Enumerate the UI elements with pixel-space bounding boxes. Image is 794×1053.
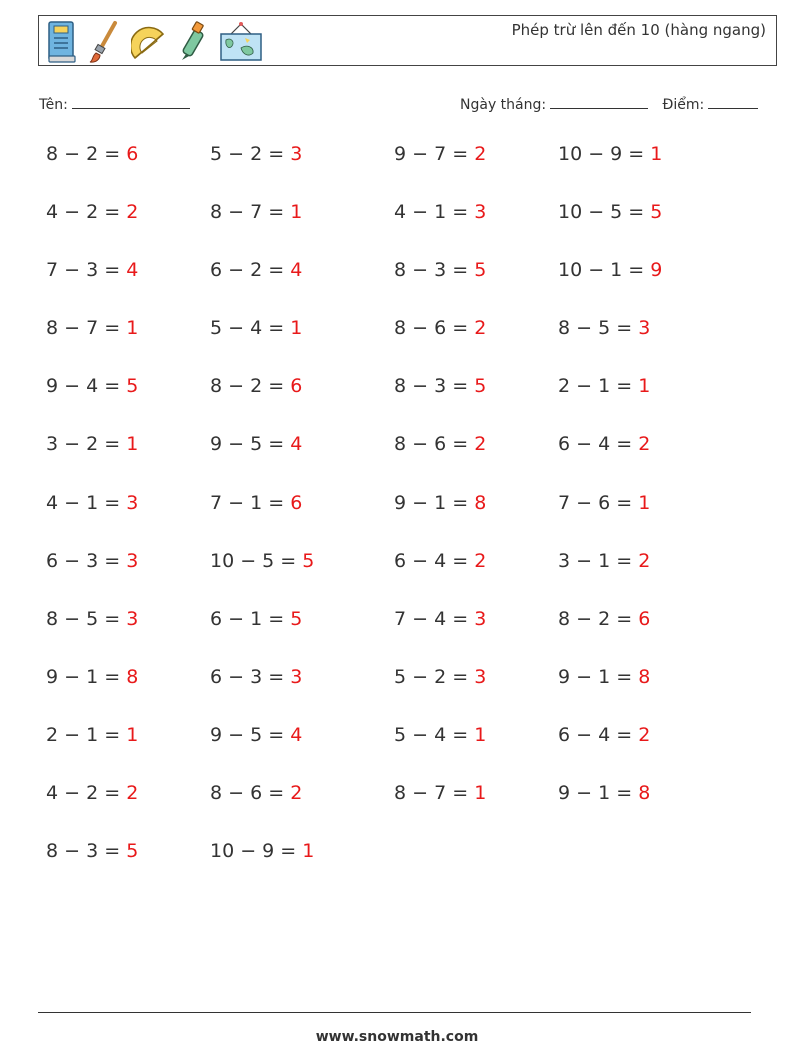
problem-question: 10 − 5 = <box>210 549 297 572</box>
problem-cell <box>394 201 486 223</box>
problem-answer: 6 <box>290 491 303 514</box>
problem-answer: 2 <box>474 433 487 456</box>
problem-row <box>46 492 766 550</box>
problem-answer: 3 <box>126 491 139 514</box>
problem-cell <box>210 550 314 572</box>
problem-question: 6 − 3 = <box>210 665 285 688</box>
problem-answer: 4 <box>290 433 303 456</box>
problem-cell <box>210 317 302 339</box>
problem-answer: 2 <box>638 723 651 746</box>
problem-answer: 1 <box>126 723 139 746</box>
problem-answer: 3 <box>474 665 487 688</box>
problem-question: 3 − 1 = <box>558 549 633 572</box>
problem-cell <box>558 550 650 572</box>
problem-question: 8 − 3 = <box>394 259 469 282</box>
problem-question: 9 − 1 = <box>46 665 121 688</box>
problem-question: 6 − 4 = <box>394 549 469 572</box>
problem-answer: 4 <box>126 259 139 282</box>
problem-answer: 8 <box>638 665 651 688</box>
problem-question: 9 − 5 = <box>210 433 285 456</box>
problem-question: 8 − 7 = <box>210 201 285 224</box>
problem-question: 9 − 7 = <box>394 143 469 165</box>
problem-cell <box>558 666 650 688</box>
date-blank[interactable] <box>550 94 648 109</box>
problem-row <box>46 666 766 724</box>
problem-cell <box>46 201 138 223</box>
problem-answer: 5 <box>126 375 139 398</box>
problem-cell <box>46 840 138 862</box>
problem-cell <box>558 201 662 223</box>
problem-answer: 1 <box>638 375 651 398</box>
problem-row <box>46 143 766 201</box>
problem-answer: 8 <box>126 665 139 688</box>
problem-question: 8 − 2 = <box>210 375 285 398</box>
problem-question: 7 − 1 = <box>210 491 285 514</box>
problem-question: 7 − 3 = <box>46 259 121 282</box>
problem-cell <box>394 666 486 688</box>
problem-question: 4 − 1 = <box>394 201 469 224</box>
problem-question: 7 − 6 = <box>558 491 633 514</box>
problem-cell <box>210 492 302 514</box>
problem-question: 2 − 1 = <box>46 723 121 746</box>
problem-cell <box>210 724 302 746</box>
problem-answer: 2 <box>290 782 303 805</box>
problem-cell <box>558 608 650 630</box>
footer-url: www.snowmath.com <box>315 1029 479 1045</box>
name-field <box>39 94 190 113</box>
problem-answer: 6 <box>638 607 651 630</box>
problem-cell <box>558 317 650 339</box>
problem-answer: 1 <box>302 840 315 863</box>
problem-question: 8 − 2 = <box>558 607 633 630</box>
problem-cell <box>558 375 650 397</box>
problem-cell <box>394 550 486 572</box>
problem-cell <box>46 782 138 804</box>
problem-question: 8 − 6 = <box>394 433 469 456</box>
problem-question: 9 − 1 = <box>394 491 469 514</box>
problem-question: 8 − 5 = <box>46 607 121 630</box>
problem-cell <box>394 782 486 804</box>
problem-row <box>46 550 766 608</box>
problem-answer: 1 <box>474 782 487 805</box>
problem-question: 6 − 3 = <box>46 549 121 572</box>
problem-cell <box>210 259 302 281</box>
score-blank[interactable] <box>708 94 758 109</box>
highlighter-icon <box>179 20 209 64</box>
problem-question: 8 − 5 = <box>558 317 633 340</box>
problem-answer: 5 <box>126 840 139 863</box>
date-score-field <box>460 94 758 113</box>
paintbrush-icon <box>87 20 121 64</box>
problem-grid <box>46 143 766 898</box>
problem-answer: 6 <box>126 143 139 165</box>
problem-answer: 3 <box>290 143 303 165</box>
problem-row <box>46 724 766 782</box>
problem-cell <box>210 608 302 630</box>
problem-question: 10 − 5 = <box>558 201 645 224</box>
problem-cell <box>210 375 302 397</box>
problem-answer: 3 <box>126 549 139 572</box>
problem-cell <box>46 724 138 746</box>
problem-row <box>46 840 766 898</box>
problem-answer: 1 <box>290 201 303 224</box>
problem-row <box>46 317 766 375</box>
problem-answer: 1 <box>126 317 139 340</box>
problem-cell <box>46 375 138 397</box>
problem-question: 2 − 1 = <box>558 375 633 398</box>
problem-cell <box>558 492 650 514</box>
problem-question: 10 − 9 = <box>210 840 297 863</box>
problem-cell <box>210 666 302 688</box>
problem-cell <box>394 608 486 630</box>
problem-answer: 9 <box>650 259 663 282</box>
problem-cell <box>558 433 650 455</box>
problem-cell <box>46 259 138 281</box>
problem-question: 5 − 4 = <box>394 723 469 746</box>
problem-answer: 2 <box>638 433 651 456</box>
problem-question: 5 − 4 = <box>210 317 285 340</box>
problem-answer: 5 <box>302 549 315 572</box>
footer-divider <box>38 1012 751 1013</box>
problem-cell <box>394 724 486 746</box>
problem-question: 5 − 2 = <box>394 665 469 688</box>
problem-answer: 1 <box>650 143 663 165</box>
problem-question: 8 − 7 = <box>46 317 121 340</box>
problem-question: 8 − 2 = <box>46 143 121 165</box>
problem-cell <box>394 433 486 455</box>
problem-answer: 2 <box>126 782 139 805</box>
problem-answer: 5 <box>290 607 303 630</box>
problem-answer: 3 <box>290 665 303 688</box>
icon-strip <box>47 20 263 64</box>
problem-row <box>46 433 766 491</box>
problem-question: 4 − 2 = <box>46 201 121 224</box>
problem-question: 6 − 1 = <box>210 607 285 630</box>
problem-answer: 3 <box>474 607 487 630</box>
problem-cell <box>394 375 486 397</box>
problem-question: 6 − 4 = <box>558 723 633 746</box>
problem-cell <box>210 782 302 804</box>
problem-answer: 5 <box>474 375 487 398</box>
problem-answer: 1 <box>126 433 139 456</box>
worksheet-header <box>38 15 777 66</box>
problem-question: 8 − 6 = <box>394 317 469 340</box>
problem-cell <box>394 259 486 281</box>
problem-answer: 5 <box>474 259 487 282</box>
problem-question: 6 − 2 = <box>210 259 285 282</box>
problem-answer: 1 <box>290 317 303 340</box>
problem-answer: 2 <box>474 143 487 165</box>
problem-cell <box>210 840 314 862</box>
problem-cell <box>46 492 138 514</box>
problem-answer: 1 <box>474 723 487 746</box>
problem-cell <box>210 201 302 223</box>
problem-cell <box>46 143 138 165</box>
protractor-icon <box>131 20 169 64</box>
map-board-icon <box>219 20 263 64</box>
problem-cell <box>558 724 650 746</box>
problem-row <box>46 259 766 317</box>
problem-answer: 8 <box>474 491 487 514</box>
problem-question: 5 − 2 = <box>210 143 285 165</box>
problem-question: 8 − 7 = <box>394 782 469 805</box>
problem-answer: 6 <box>290 375 303 398</box>
problem-cell <box>558 782 650 804</box>
score-label: Điểm: <box>662 97 705 113</box>
problem-cell <box>558 143 662 165</box>
problem-question: 9 − 1 = <box>558 665 633 688</box>
problem-cell <box>394 492 486 514</box>
problem-answer: 3 <box>474 201 487 224</box>
problem-answer: 3 <box>126 607 139 630</box>
problem-cell <box>210 433 302 455</box>
problem-row <box>46 375 766 433</box>
problem-question: 8 − 3 = <box>394 375 469 398</box>
date-label: Ngày tháng: <box>460 97 547 113</box>
problem-answer: 1 <box>638 491 651 514</box>
problem-question: 9 − 5 = <box>210 723 285 746</box>
problem-cell <box>394 317 486 339</box>
worksheet-title: Phép trừ lên đến 10 (hàng ngang) <box>511 21 766 39</box>
problem-answer: 8 <box>638 782 651 805</box>
name-blank[interactable] <box>72 94 190 109</box>
problem-cell <box>46 433 138 455</box>
problem-question: 6 − 4 = <box>558 433 633 456</box>
problem-answer: 3 <box>638 317 651 340</box>
problem-answer: 2 <box>474 549 487 572</box>
problem-question: 4 − 2 = <box>46 782 121 805</box>
problem-question: 9 − 4 = <box>46 375 121 398</box>
problem-question: 7 − 4 = <box>394 607 469 630</box>
problem-cell <box>46 317 138 339</box>
problem-answer: 2 <box>638 549 651 572</box>
problem-question: 10 − 9 = <box>558 143 645 165</box>
problem-cell <box>46 666 138 688</box>
name-label: Tên: <box>39 97 68 113</box>
problem-row <box>46 201 766 259</box>
problem-question: 8 − 3 = <box>46 840 121 863</box>
problem-answer: 4 <box>290 259 303 282</box>
problem-cell <box>558 259 662 281</box>
problem-question: 4 − 1 = <box>46 491 121 514</box>
problem-question: 8 − 6 = <box>210 782 285 805</box>
problem-row <box>46 608 766 666</box>
problem-cell <box>210 143 302 165</box>
problem-cell <box>46 608 138 630</box>
problem-answer: 2 <box>474 317 487 340</box>
problem-question: 3 − 2 = <box>46 433 121 456</box>
problem-answer: 2 <box>126 201 139 224</box>
problem-answer: 4 <box>290 723 303 746</box>
problem-row <box>46 782 766 840</box>
problem-cell <box>46 550 138 572</box>
problem-answer: 5 <box>650 201 663 224</box>
problem-cell <box>394 143 486 165</box>
problem-question: 10 − 1 = <box>558 259 645 282</box>
book-icon <box>47 20 77 64</box>
problem-question: 9 − 1 = <box>558 782 633 805</box>
